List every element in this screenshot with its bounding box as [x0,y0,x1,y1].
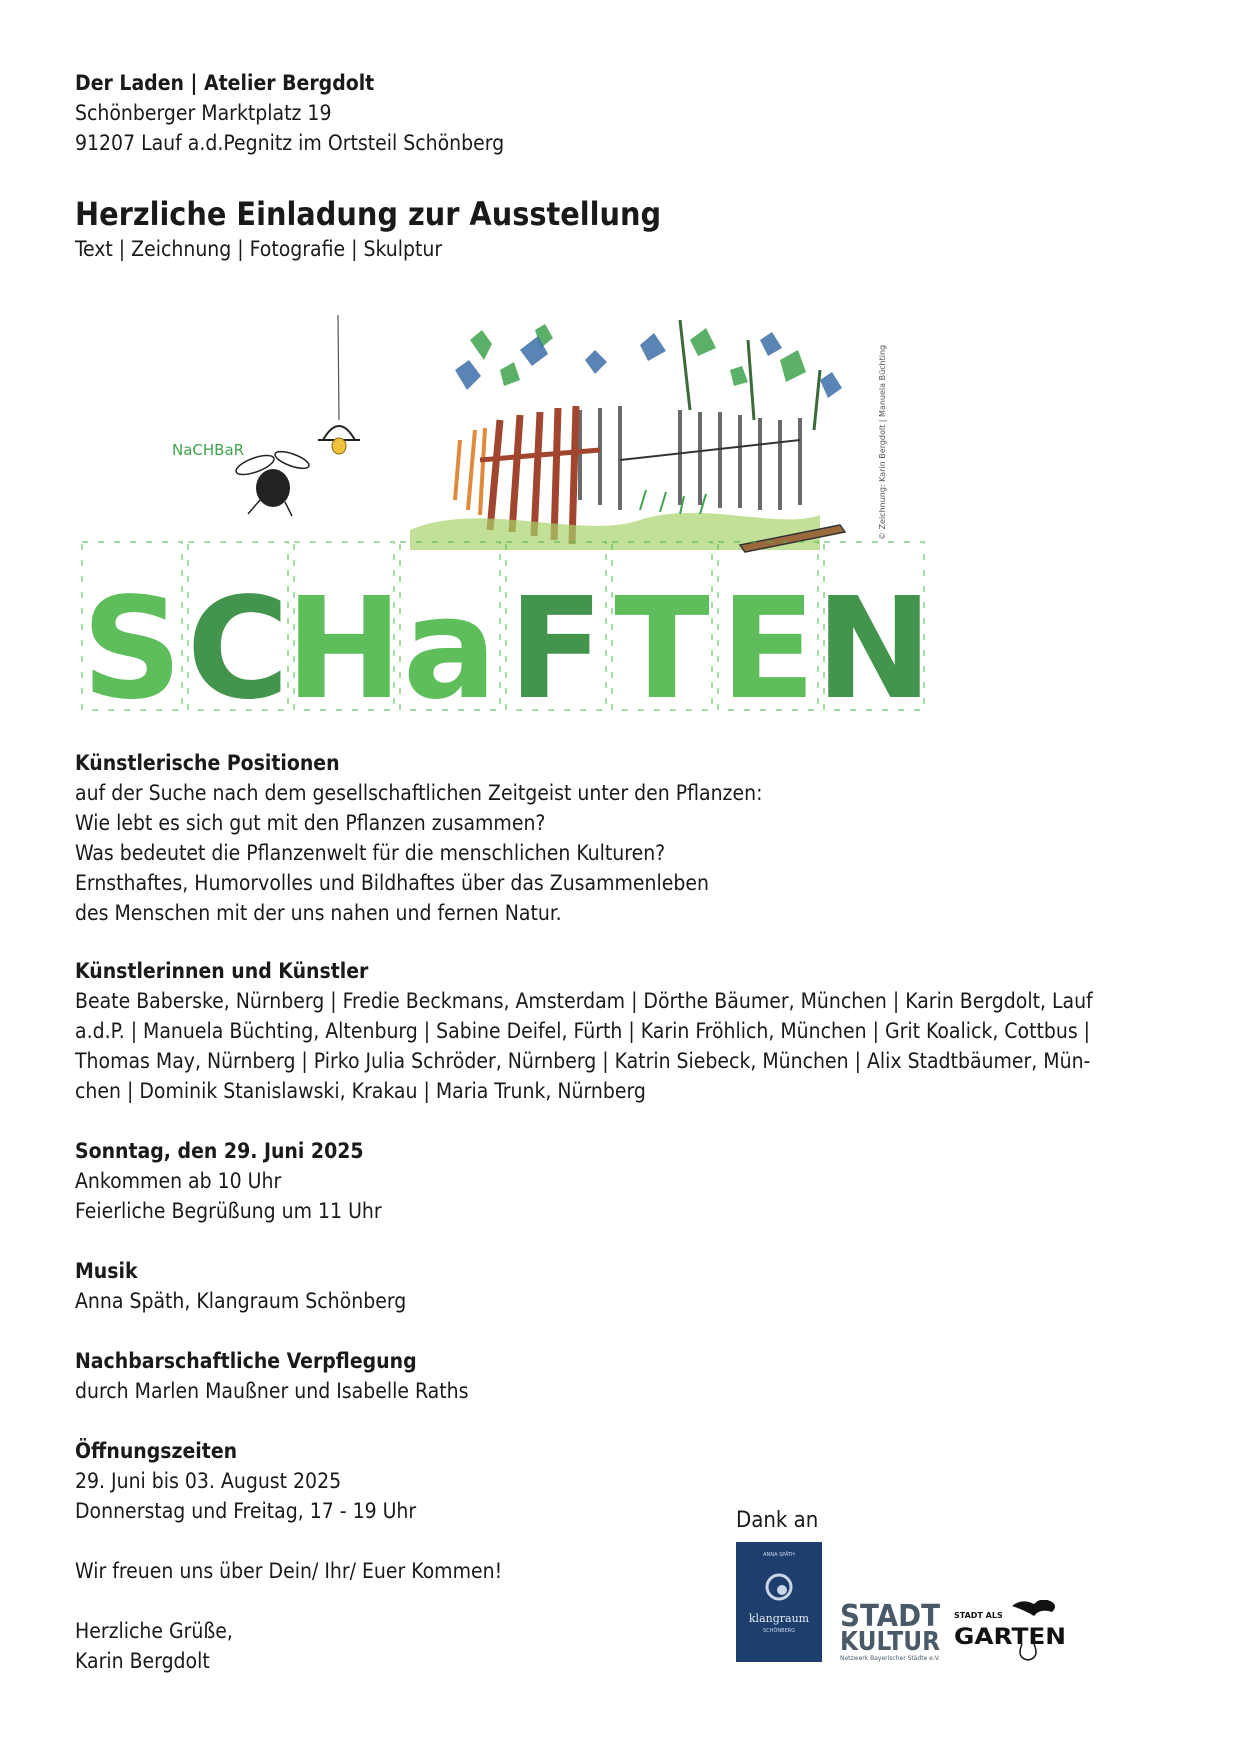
positions-line: Was bedeutet die Pflanzenwelt für die menschlichen Kulturen? [75,841,666,865]
page-title: Herzliche Einladung zur Ausstellung [75,195,662,233]
music-section [75,1256,406,1316]
hours-line: 29. Juni bis 03. August 2025 [75,1469,342,1493]
music-line: Anna Späth, Klangraum Schönberg [75,1289,407,1313]
positions-line: auf der Suche nach dem gesellschaftlichen Zeitgeist unter den Pflanzen: [75,781,763,805]
klangraum-logo-name: klangraum [748,1612,810,1625]
opening-heading: Sonntag, den 29. Juni 2025 [75,1139,364,1163]
closing-signature-block [75,1616,233,1676]
opening-section [75,1136,382,1226]
artists-section [75,956,1093,1106]
music-heading: Musik [75,1259,138,1283]
garden-drawing [410,320,845,552]
positions-heading: Künstlerische Positionen [75,751,340,775]
catering-line: durch Marlen Maußner und Isabelle Raths [75,1379,469,1403]
positions-section [75,748,762,928]
positions-line: Wie lebt es sich gut mit den Pflanzen zusammen? [75,811,546,835]
opening-line: Ankommen ab 10 Uhr [75,1169,282,1193]
artwork-large-word [82,542,933,720]
artists-heading: Künstlerinnen und Künstler [75,959,369,983]
artwork-credit: © Zeichnung: Karin Bergdolt | Manuela Büchting [878,344,887,540]
artists-line: Thomas May, Nürnberg | Pirko Julia Schröder, Nürnberg | Katrin Siebeck, München | Alix Stadtbäumer, Mün- [75,1049,1091,1073]
artists-line: Beate Baberske, Nürnberg | Fredie Beckmans, Amsterdam | Dörthe Bäumer, München | Karin Bergdolt, Lauf [75,989,1093,1013]
stadtkultur-logo-line2: KULTUR [840,1627,940,1657]
invitation-block [75,194,661,264]
exhibition-artwork [80,300,935,720]
stadt-als-garten-logo [952,1600,1072,1662]
venue-city: 91207 Lauf a.d.Pegnitz im Ortsteil Schönberg [75,131,505,155]
venue-street: Schönberger Marktplatz 19 [75,101,332,125]
closing-welcome-block [75,1556,502,1586]
stadtkultur-logo [838,1598,948,1662]
catering-section [75,1346,468,1406]
thanks-heading: Dank an [736,1508,819,1533]
stadtkultur-logo-tagline: Netzwerk Bayerischer Städte e.V. [840,1655,941,1662]
klangraum-logo-sub: SCHÖNBERG [762,1628,796,1634]
closing-signature: Karin Bergdolt [75,1649,210,1673]
artists-line: chen | Dominik Stanislawski, Krakau | Maria Trunk, Nürnberg [75,1079,646,1103]
closing-welcome: Wir freuen uns über Dein/ Ihr/ Euer Kommen! [75,1559,503,1583]
catering-heading: Nachbarschaftliche Verpflegung [75,1349,417,1373]
artwork-small-word: NaCHBaR [172,441,245,459]
stamp-letter: N [815,568,933,720]
positions-line: Ernsthaftes, Humorvolles und Bildhaftes über das Zusammenleben [75,871,709,895]
hours-line: Donnerstag und Freitag, 17 - 19 Uhr [75,1499,417,1523]
stamp-letter: T [614,568,710,720]
stamp-letter: H [285,568,403,720]
klangraum-logo-top: ANNA SPÄTH [763,1552,795,1558]
hours-heading: Öffnungszeiten [75,1439,238,1463]
stamp-letter: a [402,568,498,720]
bee-icon [234,448,311,516]
invitation-subtitle: Text | Zeichnung | Fotografie | Skulptur [75,237,443,261]
klangraum-logo [736,1542,822,1662]
hours-section [75,1436,416,1526]
stamp-letter: S [81,568,183,720]
stamp-letter: C [186,568,290,720]
garten-logo-small: STADT ALS [954,1611,1003,1620]
closing-greeting: Herzliche Grüße, [75,1619,233,1643]
opening-line: Feierliche Begrüßung um 11 Uhr [75,1199,382,1223]
venue-block [75,68,504,158]
artists-line: a.d.P. | Manuela Büchting, Altenburg | Sabine Deifel, Fürth | Karin Fröhlich, München | Grit Koalick, Cottbus | [75,1019,1091,1043]
garten-logo-large: GARTEN [954,1625,1066,1650]
venue-name: Der Laden | Atelier Bergdolt [75,71,375,95]
lamp-icon [318,315,360,454]
stamp-letter: F [508,568,604,720]
stadtkultur-logo-line1: STADT [840,1599,941,1634]
stamp-letter: E [720,568,816,720]
positions-line: des Menschen mit der uns nahen und fernen Natur. [75,901,562,925]
